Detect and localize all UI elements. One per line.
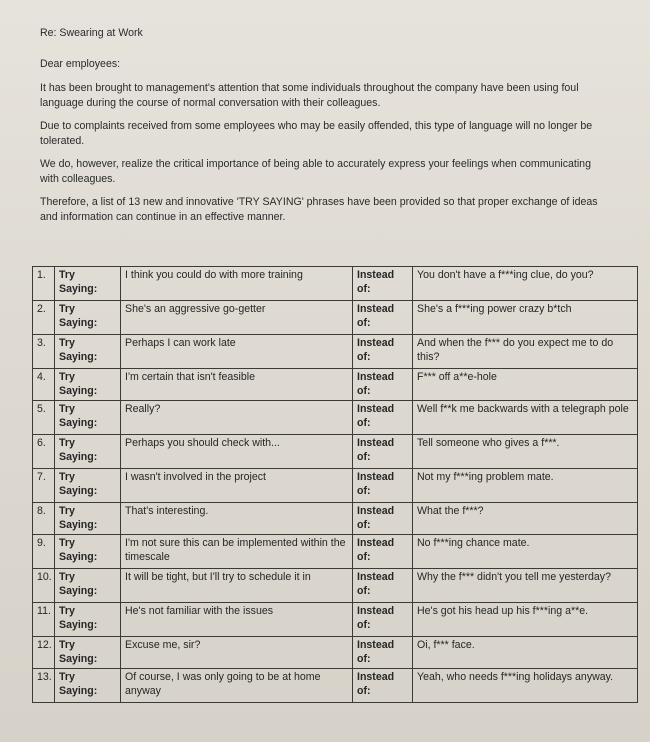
instead-of-text: Well f**k me backwards with a telegraph pole (413, 401, 638, 435)
instead-of-label: Instead of: (353, 637, 413, 669)
instead-of-label: Instead of: (353, 301, 413, 335)
table-row (33, 535, 638, 569)
try-saying-label: Try Saying: (55, 267, 121, 301)
memo-paragraph-2: Due to complaints received from some employees who may be easily offended, this type of language will no longer be tolerated. (40, 120, 593, 147)
instead-of-text: No f***ing chance mate. (413, 535, 638, 569)
try-saying-text: That's interesting. (121, 503, 353, 535)
try-saying-text: Perhaps you should check with... (121, 435, 353, 469)
table-row (33, 603, 638, 637)
instead-of-text: You don't have a f***ing clue, do you? (413, 267, 638, 301)
try-saying-text: Of course, I was only going to be at home anyway (121, 669, 353, 703)
table-row (33, 669, 638, 703)
instead-of-label: Instead of: (353, 569, 413, 603)
try-saying-text: It will be tight, but I'll try to schedule it in (121, 569, 353, 603)
instead-of-text: Oi, f*** face. (413, 637, 638, 669)
table-row (33, 369, 638, 401)
instead-of-label: Instead of: (353, 535, 413, 569)
instead-of-text: Not my f***ing problem mate. (413, 469, 638, 503)
instead-of-label: Instead of: (353, 469, 413, 503)
row-number: 11. (33, 603, 55, 637)
try-saying-text: He's not familiar with the issues (121, 603, 353, 637)
instead-of-text: Yeah, who needs f***ing holidays anyway. (413, 669, 638, 703)
row-number: 13. (33, 669, 55, 703)
row-number: 8. (33, 503, 55, 535)
try-saying-text: Perhaps I can work late (121, 335, 353, 369)
memo-subject: Re: Swearing at Work (40, 27, 143, 39)
instead-of-label: Instead of: (353, 603, 413, 637)
try-saying-label: Try Saying: (55, 569, 121, 603)
try-saying-label: Try Saying: (55, 301, 121, 335)
instead-of-label: Instead of: (353, 401, 413, 435)
table-row (33, 569, 638, 603)
try-saying-text: She's an aggressive go-getter (121, 301, 353, 335)
instead-of-label: Instead of: (353, 503, 413, 535)
row-number: 7. (33, 469, 55, 503)
instead-of-text: She's a f***ing power crazy b*tch (413, 301, 638, 335)
row-number: 5. (33, 401, 55, 435)
row-number: 3. (33, 335, 55, 369)
table-row (33, 637, 638, 669)
memo-paragraph-3: We do, however, realize the critical importance of being able to accurately express your feelings when communicating with colleagues. (40, 158, 591, 185)
row-number: 1. (33, 267, 55, 301)
try-saying-text: I wasn't involved in the project (121, 469, 353, 503)
row-number: 10. (33, 569, 55, 603)
instead-of-label: Instead of: (353, 369, 413, 401)
try-saying-text: I'm certain that isn't feasible (121, 369, 353, 401)
try-saying-label: Try Saying: (55, 369, 121, 401)
table-row (33, 401, 638, 435)
memo-paragraph-4: Therefore, a list of 13 new and innovative 'TRY SAYING' phrases have been provided so that proper exchange of ideas and information can continue in an effective manner. (40, 196, 598, 223)
instead-of-label: Instead of: (353, 267, 413, 301)
table-row (33, 469, 638, 503)
table-row (33, 503, 638, 535)
instead-of-text: Tell someone who gives a f***. (413, 435, 638, 469)
try-saying-text: I think you could do with more training (121, 267, 353, 301)
instead-of-text: Why the f*** didn't you tell me yesterday? (413, 569, 638, 603)
try-saying-label: Try Saying: (55, 535, 121, 569)
memo-letter (40, 26, 600, 233)
instead-of-label: Instead of: (353, 435, 413, 469)
table-row (33, 335, 638, 369)
try-saying-table (32, 266, 638, 703)
table-row (33, 267, 638, 301)
instead-of-label: Instead of: (353, 335, 413, 369)
table-row (33, 435, 638, 469)
row-number: 2. (33, 301, 55, 335)
try-saying-label: Try Saying: (55, 435, 121, 469)
instead-of-label: Instead of: (353, 669, 413, 703)
try-saying-label: Try Saying: (55, 469, 121, 503)
try-saying-label: Try Saying: (55, 669, 121, 703)
try-saying-label: Try Saying: (55, 503, 121, 535)
row-number: 9. (33, 535, 55, 569)
memo-paragraph-1: It has been brought to management's attention that some individuals throughout the company have been using foul language during the course of normal conversation with their colleagues. (40, 82, 579, 109)
instead-of-text: What the f***? (413, 503, 638, 535)
try-saying-text: Excuse me, sir? (121, 637, 353, 669)
instead-of-text: He's got his head up his f***ing a**e. (413, 603, 638, 637)
try-saying-label: Try Saying: (55, 401, 121, 435)
row-number: 4. (33, 369, 55, 401)
table-row (33, 301, 638, 335)
instead-of-text: F*** off a**e-hole (413, 369, 638, 401)
try-saying-label: Try Saying: (55, 637, 121, 669)
try-saying-text: Really? (121, 401, 353, 435)
try-saying-text: I'm not sure this can be implemented within the timescale (121, 535, 353, 569)
memo-greeting: Dear employees: (40, 57, 121, 70)
row-number: 12. (33, 637, 55, 669)
row-number: 6. (33, 435, 55, 469)
instead-of-text: And when the f*** do you expect me to do this? (413, 335, 638, 369)
try-saying-label: Try Saying: (55, 335, 121, 369)
try-saying-label: Try Saying: (55, 603, 121, 637)
